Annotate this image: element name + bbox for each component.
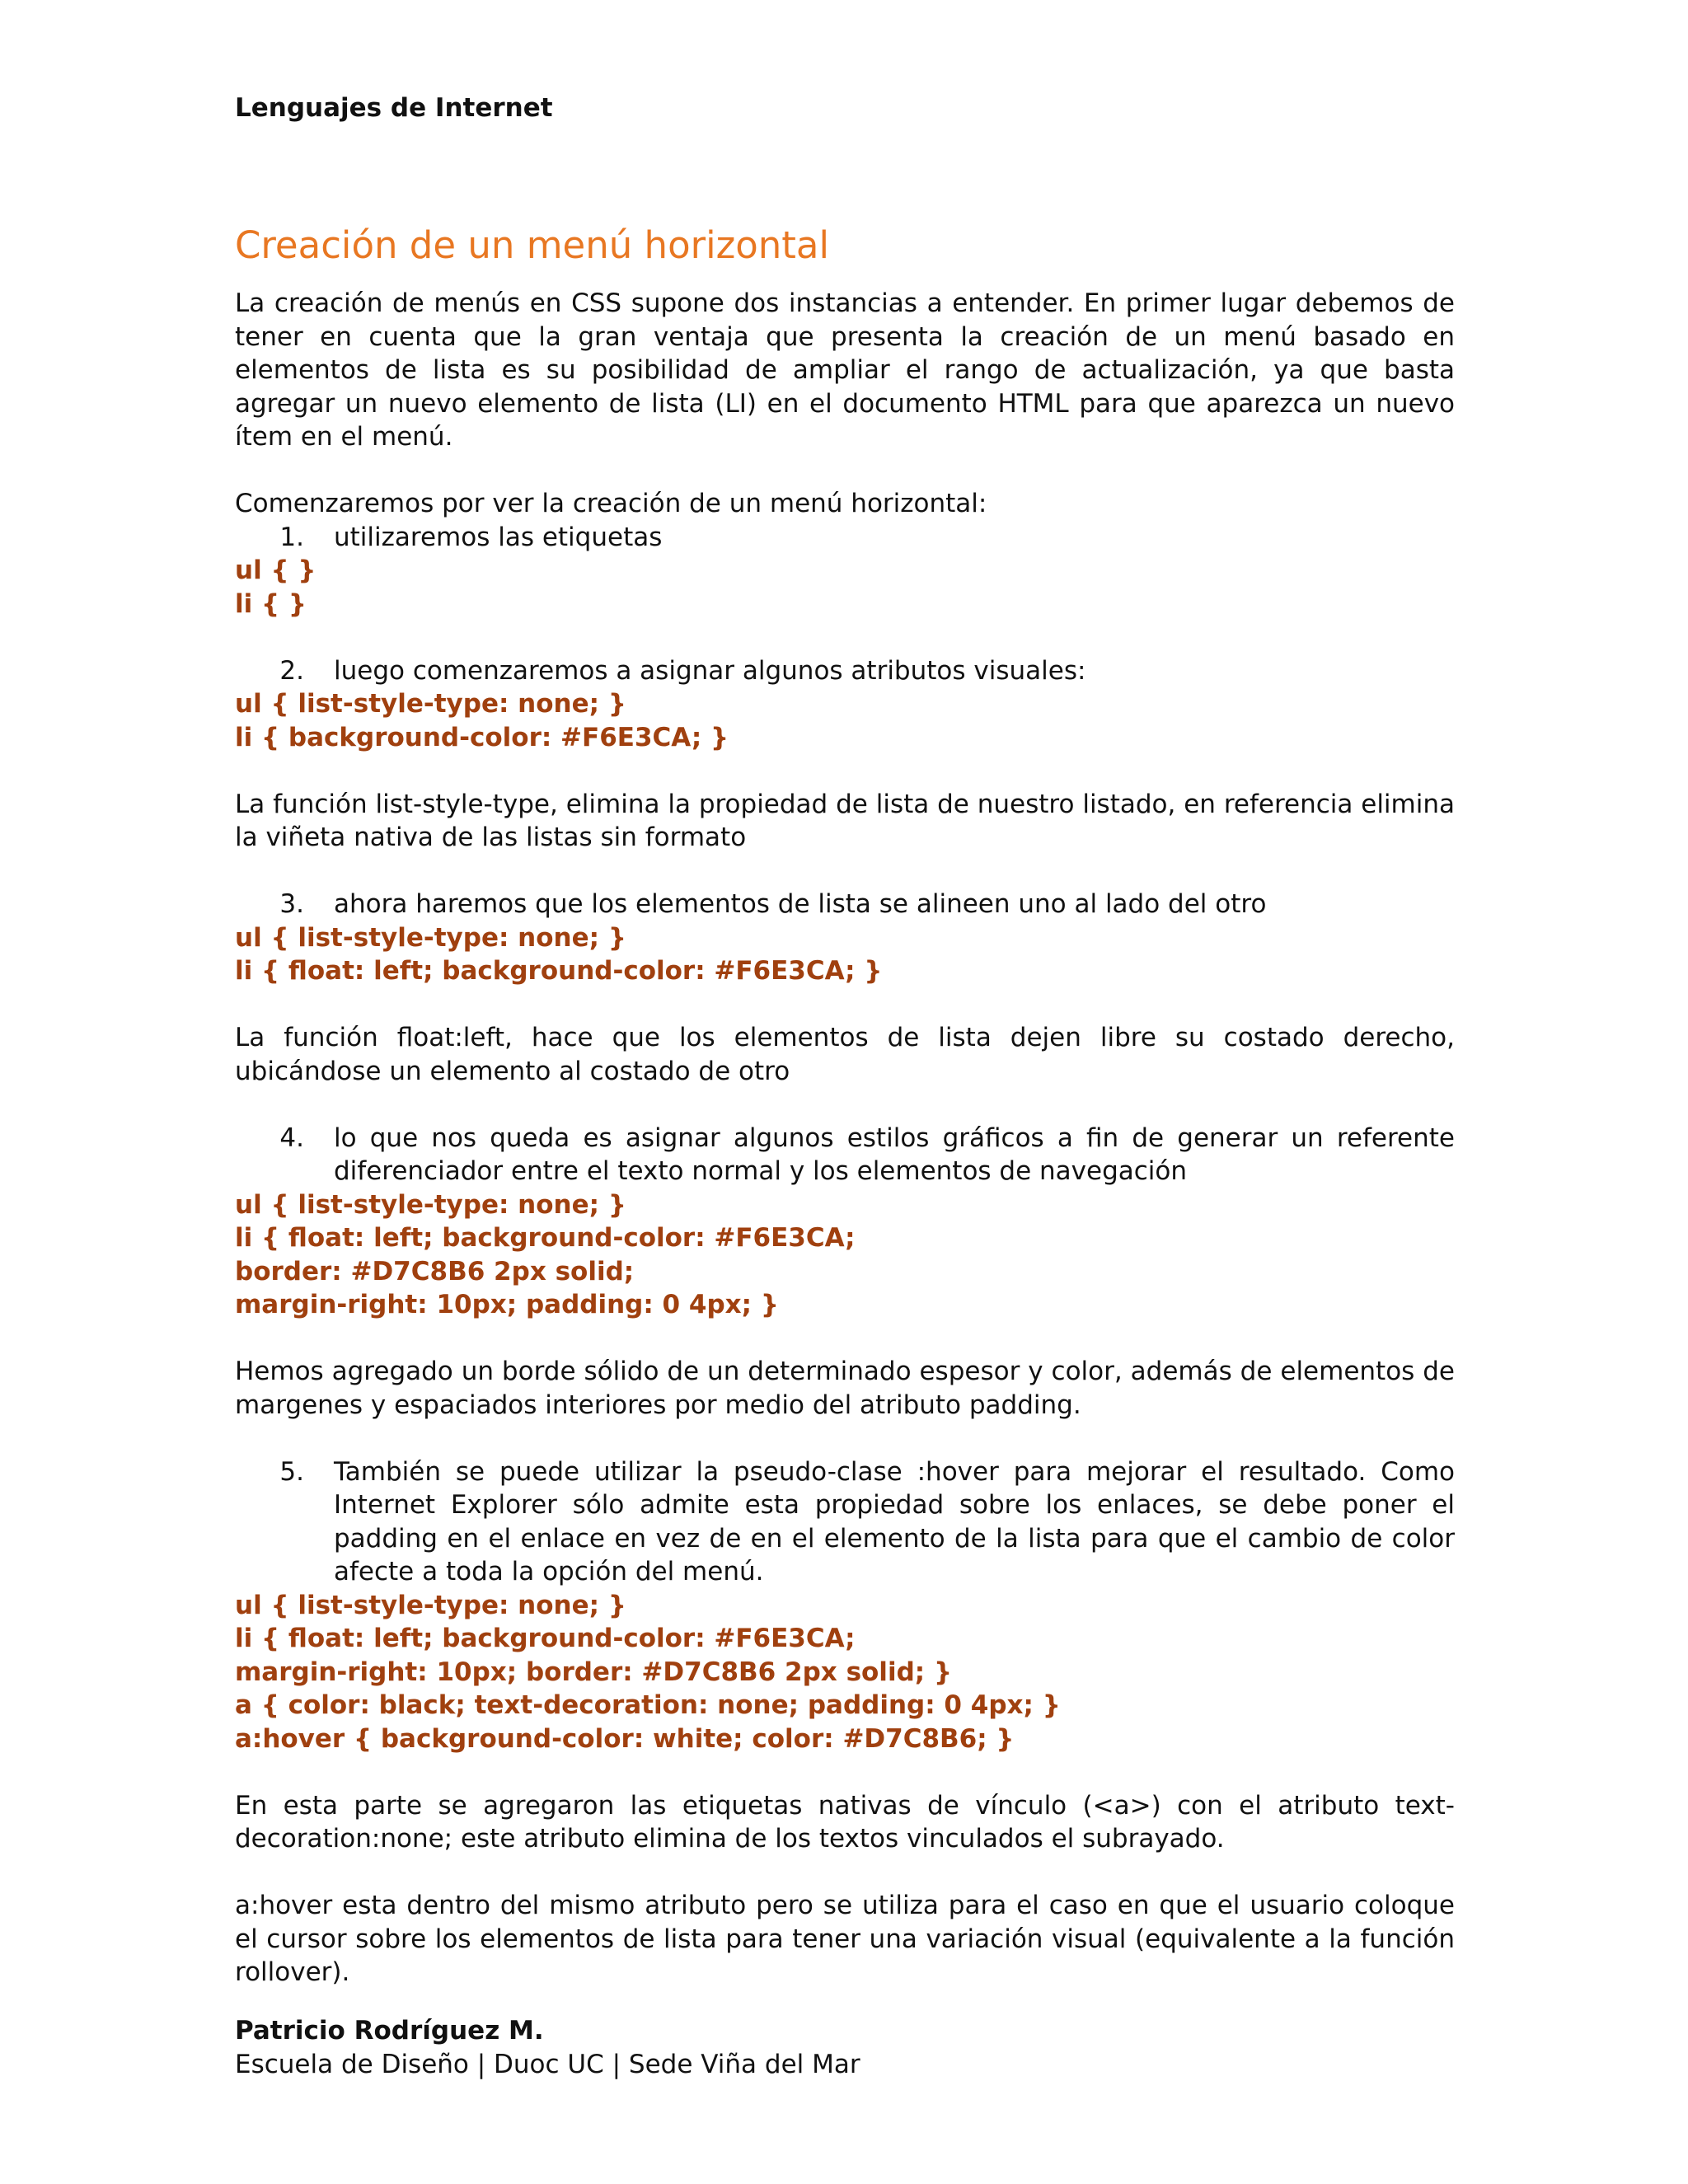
list-number: 2.	[279, 655, 304, 686]
code-line: a { color: black; text-decoration: none; padding: 0 4px; }	[235, 1690, 1061, 1720]
code-line: ul { list-style-type: none; }	[235, 1590, 626, 1620]
list-item-step-1	[235, 521, 1455, 555]
note-paragraph: La función list-style-type, elimina la propiedad de lista de nuestro listado, en referencia elimina la viñeta nativa de las listas sin formato	[235, 789, 1455, 852]
lead-paragraph: Comenzaremos por ver la creación de un menú horizontal:	[235, 489, 987, 518]
code-line: li { float: left; background-color: #F6E3CA;	[235, 1624, 856, 1653]
list-text: lo que nos queda es asignar algunos estilos gráficos a fin de generar un referente diferenciador entre el texto normal y los elementos de navegación	[334, 1122, 1455, 1186]
note-paragraph: En esta parte se agregaron las etiquetas nativas de vínculo (<a>) con el atributo text-decoration:none; este atributo elimina de los textos vinculados el subrayado.	[235, 1790, 1455, 1854]
list-number: 5.	[279, 1456, 304, 1487]
list-item-step-4	[235, 1122, 1455, 1188]
code-line: li { }	[235, 588, 307, 619]
code-line: margin-right: 10px; padding: 0 4px; }	[235, 1290, 779, 1319]
code-line: border: #D7C8B6 2px solid;	[235, 1256, 635, 1286]
list-text: utilizaremos las etiquetas	[334, 522, 663, 552]
code-line: ul { list-style-type: none; }	[235, 1189, 626, 1220]
document-footer	[235, 2014, 1455, 2082]
list-number: 3.	[279, 889, 304, 919]
note-paragraph: La función float:left, hace que los elementos de lista dejen libre su costado derecho, ubicándose un elemento al costado de otro	[235, 1023, 1455, 1086]
document-page	[235, 91, 1455, 1990]
code-line: ul { list-style-type: none; }	[235, 689, 626, 719]
list-item-step-3	[235, 888, 1455, 921]
note-paragraph: Hemos agregado un borde sólido de un determinado espesor y color, además de elementos de margenes y espaciados interiores por medio del atributo padding.	[235, 1357, 1455, 1420]
list-item-step-5	[235, 1455, 1455, 1589]
list-number: 4.	[279, 1122, 304, 1153]
code-line: ul { }	[235, 555, 316, 585]
code-line: a:hover { background-color: white; color: #D7C8B6; }	[235, 1723, 1015, 1754]
code-line: margin-right: 10px; border: #D7C8B6 2px solid; }	[235, 1657, 953, 1687]
footer-school: Escuela de Diseño | Duoc UC | Sede Viña del Mar	[235, 2050, 860, 2079]
list-item-step-2	[235, 654, 1455, 688]
list-text: ahora haremos que los elementos de lista se alineen uno al lado del otro	[334, 889, 1267, 919]
list-text: También se puede utilizar la pseudo-clase :hover para mejorar el resultado. Como Internet Explorer sólo admite esta propiedad sobre los enlaces, se debe poner el padding en el enlace en vez de en el elemento de la lista para que el cambio de color afecte a toda la opción del menú.	[334, 1456, 1455, 1586]
document-header: Lenguajes de Internet	[235, 93, 553, 123]
code-line: li { background-color: #F6E3CA; }	[235, 722, 729, 752]
code-line: ul { list-style-type: none; }	[235, 922, 626, 953]
code-line: li { float: left; background-color: #F6E3CA; }	[235, 956, 883, 986]
closing-paragraph: a:hover esta dentro del mismo atributo pero se utiliza para el caso en que el usuario coloque el cursor sobre los elementos de lista para tener una variación visual (equivalente a la función rollover).	[235, 1891, 1455, 1987]
list-text: luego comenzaremos a asignar algunos atributos visuales:	[334, 655, 1086, 686]
intro-paragraph: La creación de menús en CSS supone dos instancias a entender. En primer lugar debemos de tener en cuenta que la gran ventaja que presenta la creación de un menú basado en elementos de lista es su posibilidad de ampliar el rango de actualización, ya que basta agregar un nuevo elemento de lista (LI) en el documento HTML para que aparezca un nuevo ítem en el menú.	[235, 288, 1455, 452]
list-number: 1.	[279, 522, 304, 552]
page-title: Creación de un menú horizontal	[235, 223, 830, 267]
code-line: li { float: left; background-color: #F6E3CA;	[235, 1223, 856, 1253]
footer-author: Patricio Rodríguez M.	[235, 2016, 544, 2046]
